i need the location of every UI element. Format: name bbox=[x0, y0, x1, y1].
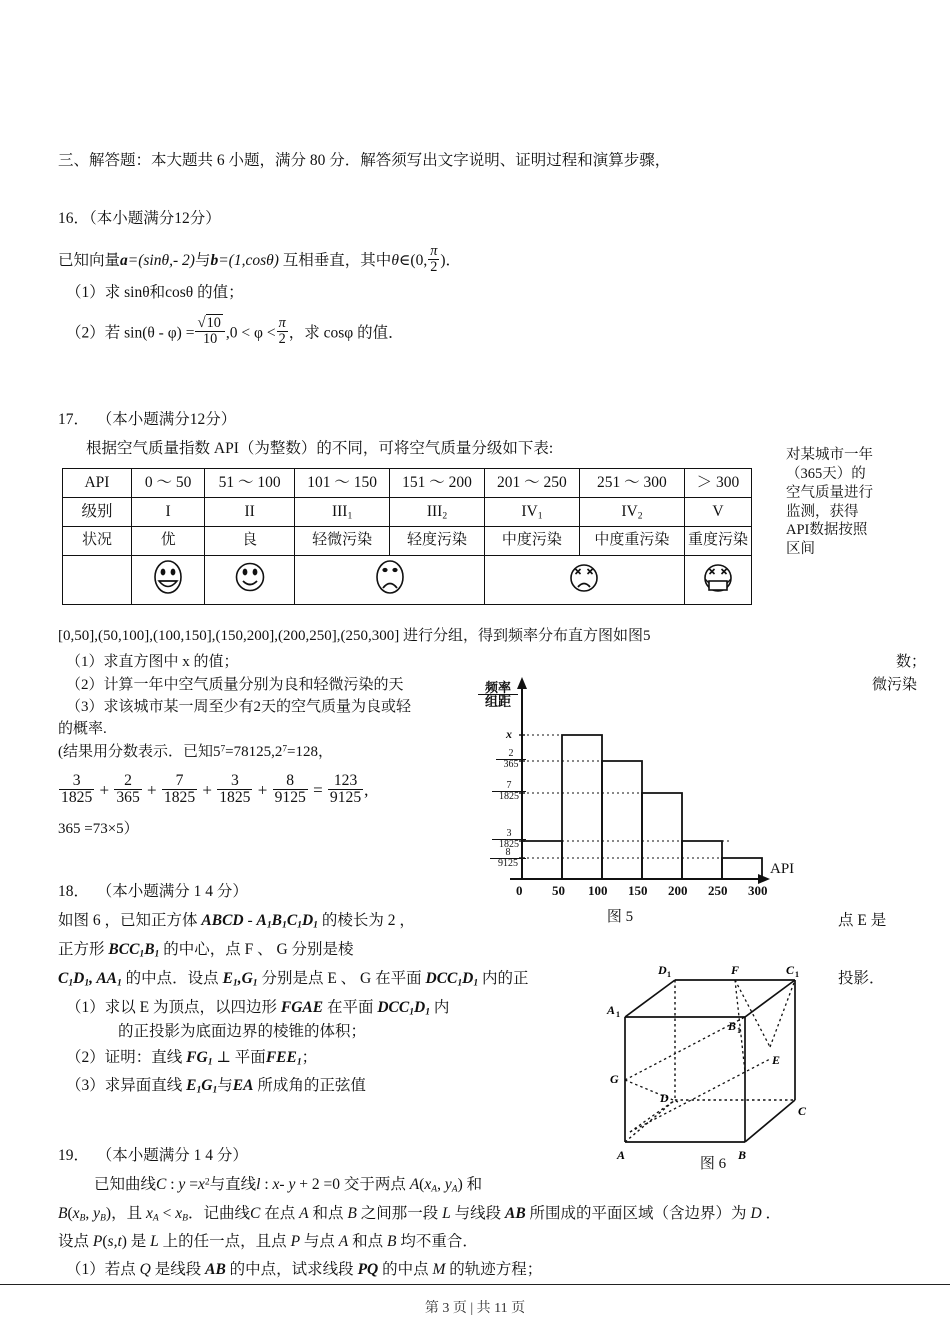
q17-heading bbox=[58, 412, 236, 428]
q16-marks: （本小题满分12分） bbox=[89, 210, 221, 227]
api-range-3: 151 ～ 200 bbox=[390, 469, 485, 498]
q16-part2-end: ，求 cosφ 的值． bbox=[288, 324, 404, 342]
level-5: $IV_2$ bbox=[579, 498, 684, 527]
q16-stem: 已知向量a=(sinθ,- 2)与b=(1,cosθ) 互相垂直，其中θ∈(0, $\frac{\pi}{2}$ )． bbox=[58, 242, 462, 275]
grin-face-icon bbox=[131, 556, 204, 605]
comma: , bbox=[364, 780, 369, 800]
svg-text:A: A bbox=[607, 1003, 616, 1017]
svg-text:C: C bbox=[786, 963, 795, 977]
api-range-2: 101 ～ 150 bbox=[295, 469, 390, 498]
api-range-6: ＞ 300 bbox=[684, 469, 751, 498]
y-tick-label-7-1825 bbox=[492, 781, 526, 802]
q17-part-3: （3）求该城市某一周至少有2天的空气质量为良或轻 bbox=[66, 699, 412, 715]
table-header-level: 级别 bbox=[63, 498, 132, 527]
sum-term-1: $\frac{2}{365}$ bbox=[116, 771, 140, 806]
q17-margin-note-line-1: （365天）的 bbox=[786, 465, 866, 482]
sum-term-4: $\frac{8}{9125}$ bbox=[274, 771, 306, 806]
q16-vector-b: b bbox=[210, 251, 219, 269]
q16-eq1: =(sin bbox=[127, 251, 162, 269]
svg-text:F: F bbox=[731, 963, 740, 977]
dead-mask-face-icon bbox=[684, 556, 751, 605]
y-tick-den-3: 1825 bbox=[492, 839, 526, 850]
q18-line-3-overflow: 投影． bbox=[838, 970, 885, 987]
q18-line-1: 如图 6 ，已知正方体 ABCD - $A_1B_1C_1D_1$ 的棱长为 2 ， bbox=[58, 912, 415, 931]
q19-line-3: 设点 P(s,t) 是 L 上的任一点，且点 P 与点 A 和点 B 均不重合． bbox=[58, 1233, 478, 1250]
q17-margin-note-line-5: 区间 bbox=[786, 541, 815, 558]
level-4: $IV_1$ bbox=[484, 498, 579, 527]
q17-note-line-3: 365 =73×5） bbox=[58, 821, 139, 837]
sum-term-2: $\frac{7}{1825}$ bbox=[163, 771, 196, 806]
cube-svg bbox=[600, 952, 850, 1167]
q16-vector-a: a bbox=[120, 251, 128, 269]
sum-term-0: $\frac{3}{1825}$ bbox=[61, 771, 93, 806]
q17-margin-note-line-4: API数据按照 bbox=[786, 522, 868, 539]
svg-text:A: A bbox=[617, 1148, 626, 1162]
x-tick-label-6: 300 bbox=[748, 883, 768, 898]
q16-pi-over-2b: $\frac{\pi}{2}$ bbox=[278, 315, 286, 348]
plus-3: + bbox=[257, 780, 268, 800]
page-footer: 第 3 页 | 共 11 页 bbox=[424, 1301, 526, 1316]
q19-marks: （本小题满分 1 4 分） bbox=[96, 1147, 248, 1164]
table-row-api bbox=[63, 469, 752, 498]
q16-stem-b: 互相垂直，其中 bbox=[282, 251, 392, 269]
y-tick-num-2: 7 bbox=[506, 780, 512, 791]
status-6: 重度污染 bbox=[684, 527, 751, 556]
q16-part-2 bbox=[66, 314, 404, 349]
q17-intervals-line: [0,50],(50,100],(100,150],(150,200],(200,250],(250,300] 进行分组，得到频率分布直方图如图5 bbox=[58, 628, 651, 644]
q18-number: 18． bbox=[58, 883, 90, 900]
frown-face-icon bbox=[295, 556, 485, 605]
api-range-4: 201 ～ 250 bbox=[484, 469, 579, 498]
q19-heading bbox=[58, 1148, 248, 1164]
q16-heading bbox=[58, 211, 221, 227]
q16-part-1: （1）求 sinθ和cosθ 的值； bbox=[66, 284, 244, 301]
plus-2: + bbox=[202, 780, 212, 800]
y-axis-title-den: 组距 bbox=[478, 694, 518, 708]
q18-part-3: （3）求异面直线 $E_1G_1$与EA 所成角的正弦值 bbox=[66, 1077, 366, 1096]
figure-6-caption: 图 6 bbox=[699, 1156, 727, 1172]
table-row-status bbox=[63, 527, 752, 556]
q17-part-2: （2）计算一年中空气质量分别为良和轻微污染的天 bbox=[66, 677, 404, 693]
q18-heading bbox=[58, 884, 248, 900]
frequency-histogram bbox=[470, 665, 795, 925]
x-tick-label-4: 200 bbox=[668, 883, 688, 898]
q16-eq2b: ) bbox=[273, 251, 279, 269]
q17-margin-note-line-3: 监测，获得 bbox=[786, 503, 859, 520]
svg-text:B: B bbox=[738, 1148, 747, 1162]
q17-part-1: （1）求直方图中 x 的值； bbox=[66, 654, 239, 670]
q16-part2-mid: ,0 < φ < bbox=[225, 324, 276, 342]
q19-line-2: $B(x_B$, $y_B$)，且 $x_A < x_B$．记曲线C 在点 A 和点 B 之间那一段 L 与线段 AB 所围成的平面区域（含边界）为 D ． bbox=[58, 1205, 782, 1224]
x-axis-title: API bbox=[770, 861, 795, 877]
q18-part-2: （2）证明：直线 $FG_1$ ⊥ 平面$FEE_1$； bbox=[66, 1049, 318, 1068]
plus-0: + bbox=[99, 780, 110, 800]
y-tick-label-2-365 bbox=[496, 749, 526, 770]
y-axis-title-num: 频率 bbox=[484, 680, 511, 695]
q17-note-end: =128， bbox=[287, 744, 333, 760]
svg-text:D: D bbox=[660, 1091, 669, 1105]
y-tick-den-1: 365 bbox=[496, 759, 526, 770]
status-5: 中度重污染 bbox=[579, 527, 684, 556]
x-tick-label-0: 0 bbox=[516, 883, 523, 898]
level-1: II bbox=[205, 498, 295, 527]
x-tick-label-2: 100 bbox=[588, 883, 608, 898]
smile-face-icon bbox=[205, 556, 295, 605]
status-0: 优 bbox=[131, 527, 204, 556]
y-tick-num-3: 3 bbox=[506, 828, 512, 839]
api-level-table bbox=[62, 468, 752, 605]
y-tick-den-4: 9125 bbox=[490, 858, 526, 869]
y-axis-title bbox=[478, 681, 518, 708]
q16-eq1b: ,- 2) bbox=[169, 251, 195, 269]
y-tick-label-x: x bbox=[506, 727, 512, 741]
x-tick-label-3: 150 bbox=[628, 883, 648, 898]
q19-part-1: （1）若点 Q 是线段 AB 的中点，试求线段 PQ 的中点 M 的轨迹方程； bbox=[66, 1261, 543, 1278]
q18-part-1a: （1）求以 E 为顶点，以四边形 FGAE 在平面 $DCC_1D_1$ 内 bbox=[66, 999, 450, 1018]
level-0: I bbox=[131, 498, 204, 527]
plus-1: + bbox=[147, 780, 157, 800]
q18-line-3: $C_1D_1$, $AA_1$ 的中点．设点 $E_1,G_1$ 分别是点 E 、 G 在平面 $DCC_1D_1$ 内的正 bbox=[58, 970, 529, 989]
q17-marks: （本小题满分12分） bbox=[96, 411, 237, 428]
q17-lead: 根据空气质量指数 API（为整数）的不同，可将空气质量分级如下表: bbox=[86, 440, 554, 457]
q17-note-mid: =78125,2 bbox=[225, 744, 283, 760]
figure-5-caption: 图 5 bbox=[606, 909, 634, 925]
status-3: 轻度污染 bbox=[390, 527, 485, 556]
status-4: 中度污染 bbox=[484, 527, 579, 556]
q16-eq2: =(1,cos bbox=[218, 251, 267, 269]
table-header-api: API bbox=[63, 469, 132, 498]
table-header-faces bbox=[63, 556, 132, 605]
q17-number: 17． bbox=[58, 411, 90, 428]
q18-line-2: 正方形 $BCC_1B_1$ 的中心，点 F 、 G 分别是棱 bbox=[58, 941, 354, 960]
q18-marks: （本小题满分 1 4 分） bbox=[96, 883, 248, 900]
status-1: 良 bbox=[205, 527, 295, 556]
api-range-0: 0 ～ 50 bbox=[131, 469, 204, 498]
svg-text:C: C bbox=[798, 1104, 807, 1118]
cube-figure bbox=[600, 952, 850, 1172]
svg-text:E: E bbox=[772, 1053, 781, 1067]
section-header: 三、解答题：本大题共 6 小题，满分 80 分．解答须写出文字说明、证明过程和演算步骤， bbox=[58, 152, 671, 169]
q18-part-1b: 的正投影为底面边界的棱锥的体积； bbox=[118, 1023, 367, 1040]
q16-stem-end: )． bbox=[440, 251, 462, 269]
api-range-1: 51 ～ 100 bbox=[205, 469, 295, 498]
svg-text:B: B bbox=[728, 1019, 737, 1033]
q16-stem-a: 已知向量 bbox=[58, 251, 121, 269]
svg-text:1: 1 bbox=[795, 970, 799, 979]
level-6: V bbox=[684, 498, 751, 527]
x-tick-label-1: 50 bbox=[552, 883, 565, 898]
svg-text:1: 1 bbox=[737, 1026, 741, 1035]
table-row-level bbox=[63, 498, 752, 527]
q17-note-line-1: (结果用分数表示．已知$5^7=78125,2^7=128$， bbox=[58, 744, 333, 760]
dead-frown-face-icon bbox=[484, 556, 684, 605]
svg-text:1: 1 bbox=[667, 970, 671, 979]
y-tick-num-1: 2 bbox=[508, 748, 514, 759]
footer-divider bbox=[0, 1284, 950, 1285]
q16-sqrt10-over-10: $\frac{√10}{10}$ bbox=[195, 316, 224, 347]
level-2: $III_1$ bbox=[295, 498, 390, 527]
status-2: 轻微污染 bbox=[295, 527, 390, 556]
table-row-faces bbox=[63, 556, 752, 605]
svg-text:1: 1 bbox=[616, 1010, 620, 1019]
svg-text:D: D bbox=[658, 963, 667, 977]
sum-term-3: $\frac{3}{1825}$ bbox=[219, 771, 251, 806]
q19-line-1: 已知曲线C : $y =x^2$与直线l : x- y + 2 =0 交于两点 $A(x_A$, $y_A$) 和 bbox=[94, 1176, 483, 1195]
q17-margin-note bbox=[786, 446, 946, 559]
q16-number: 16． bbox=[58, 210, 90, 227]
y-tick-label-8-9125 bbox=[490, 848, 526, 869]
q16-in: ∈(0, bbox=[398, 251, 428, 269]
q16-pi-over-2: $\frac{\pi}{2}$ bbox=[430, 242, 438, 275]
table-header-status: 状况 bbox=[63, 527, 132, 556]
level-3: $III_2$ bbox=[390, 498, 485, 527]
q17-part-2-overflow: 数； bbox=[896, 654, 927, 670]
equals: = bbox=[313, 780, 323, 800]
sum-result: $\frac{123}{9125}$ bbox=[329, 771, 362, 806]
api-range-5: 251 ～ 300 bbox=[579, 469, 684, 498]
q17-part-3-overflow: 微污染 bbox=[872, 677, 918, 693]
q17-margin-note-line-0: 对某城市一年 bbox=[786, 447, 873, 463]
q17-part-3b: 的概率. bbox=[58, 721, 107, 737]
x-tick-label-5: 250 bbox=[708, 883, 728, 898]
q17-note-pre: (结果用分数表示．已知5 bbox=[58, 744, 221, 760]
q17-fraction-sum bbox=[58, 771, 369, 809]
y-tick-num-4: 8 bbox=[505, 847, 511, 858]
q18-line-1-overflow: 点 E 是 bbox=[838, 912, 887, 929]
q16-part2-pre: （2）若 sin(θ - φ) = bbox=[66, 324, 195, 342]
y-tick-den-2: 1825 bbox=[492, 791, 526, 802]
q16-yu: 与 bbox=[194, 251, 211, 269]
q19-number: 19． bbox=[58, 1147, 90, 1164]
q17-margin-note-line-2: 空气质量进行 bbox=[786, 484, 873, 501]
svg-text:G: G bbox=[610, 1072, 619, 1086]
